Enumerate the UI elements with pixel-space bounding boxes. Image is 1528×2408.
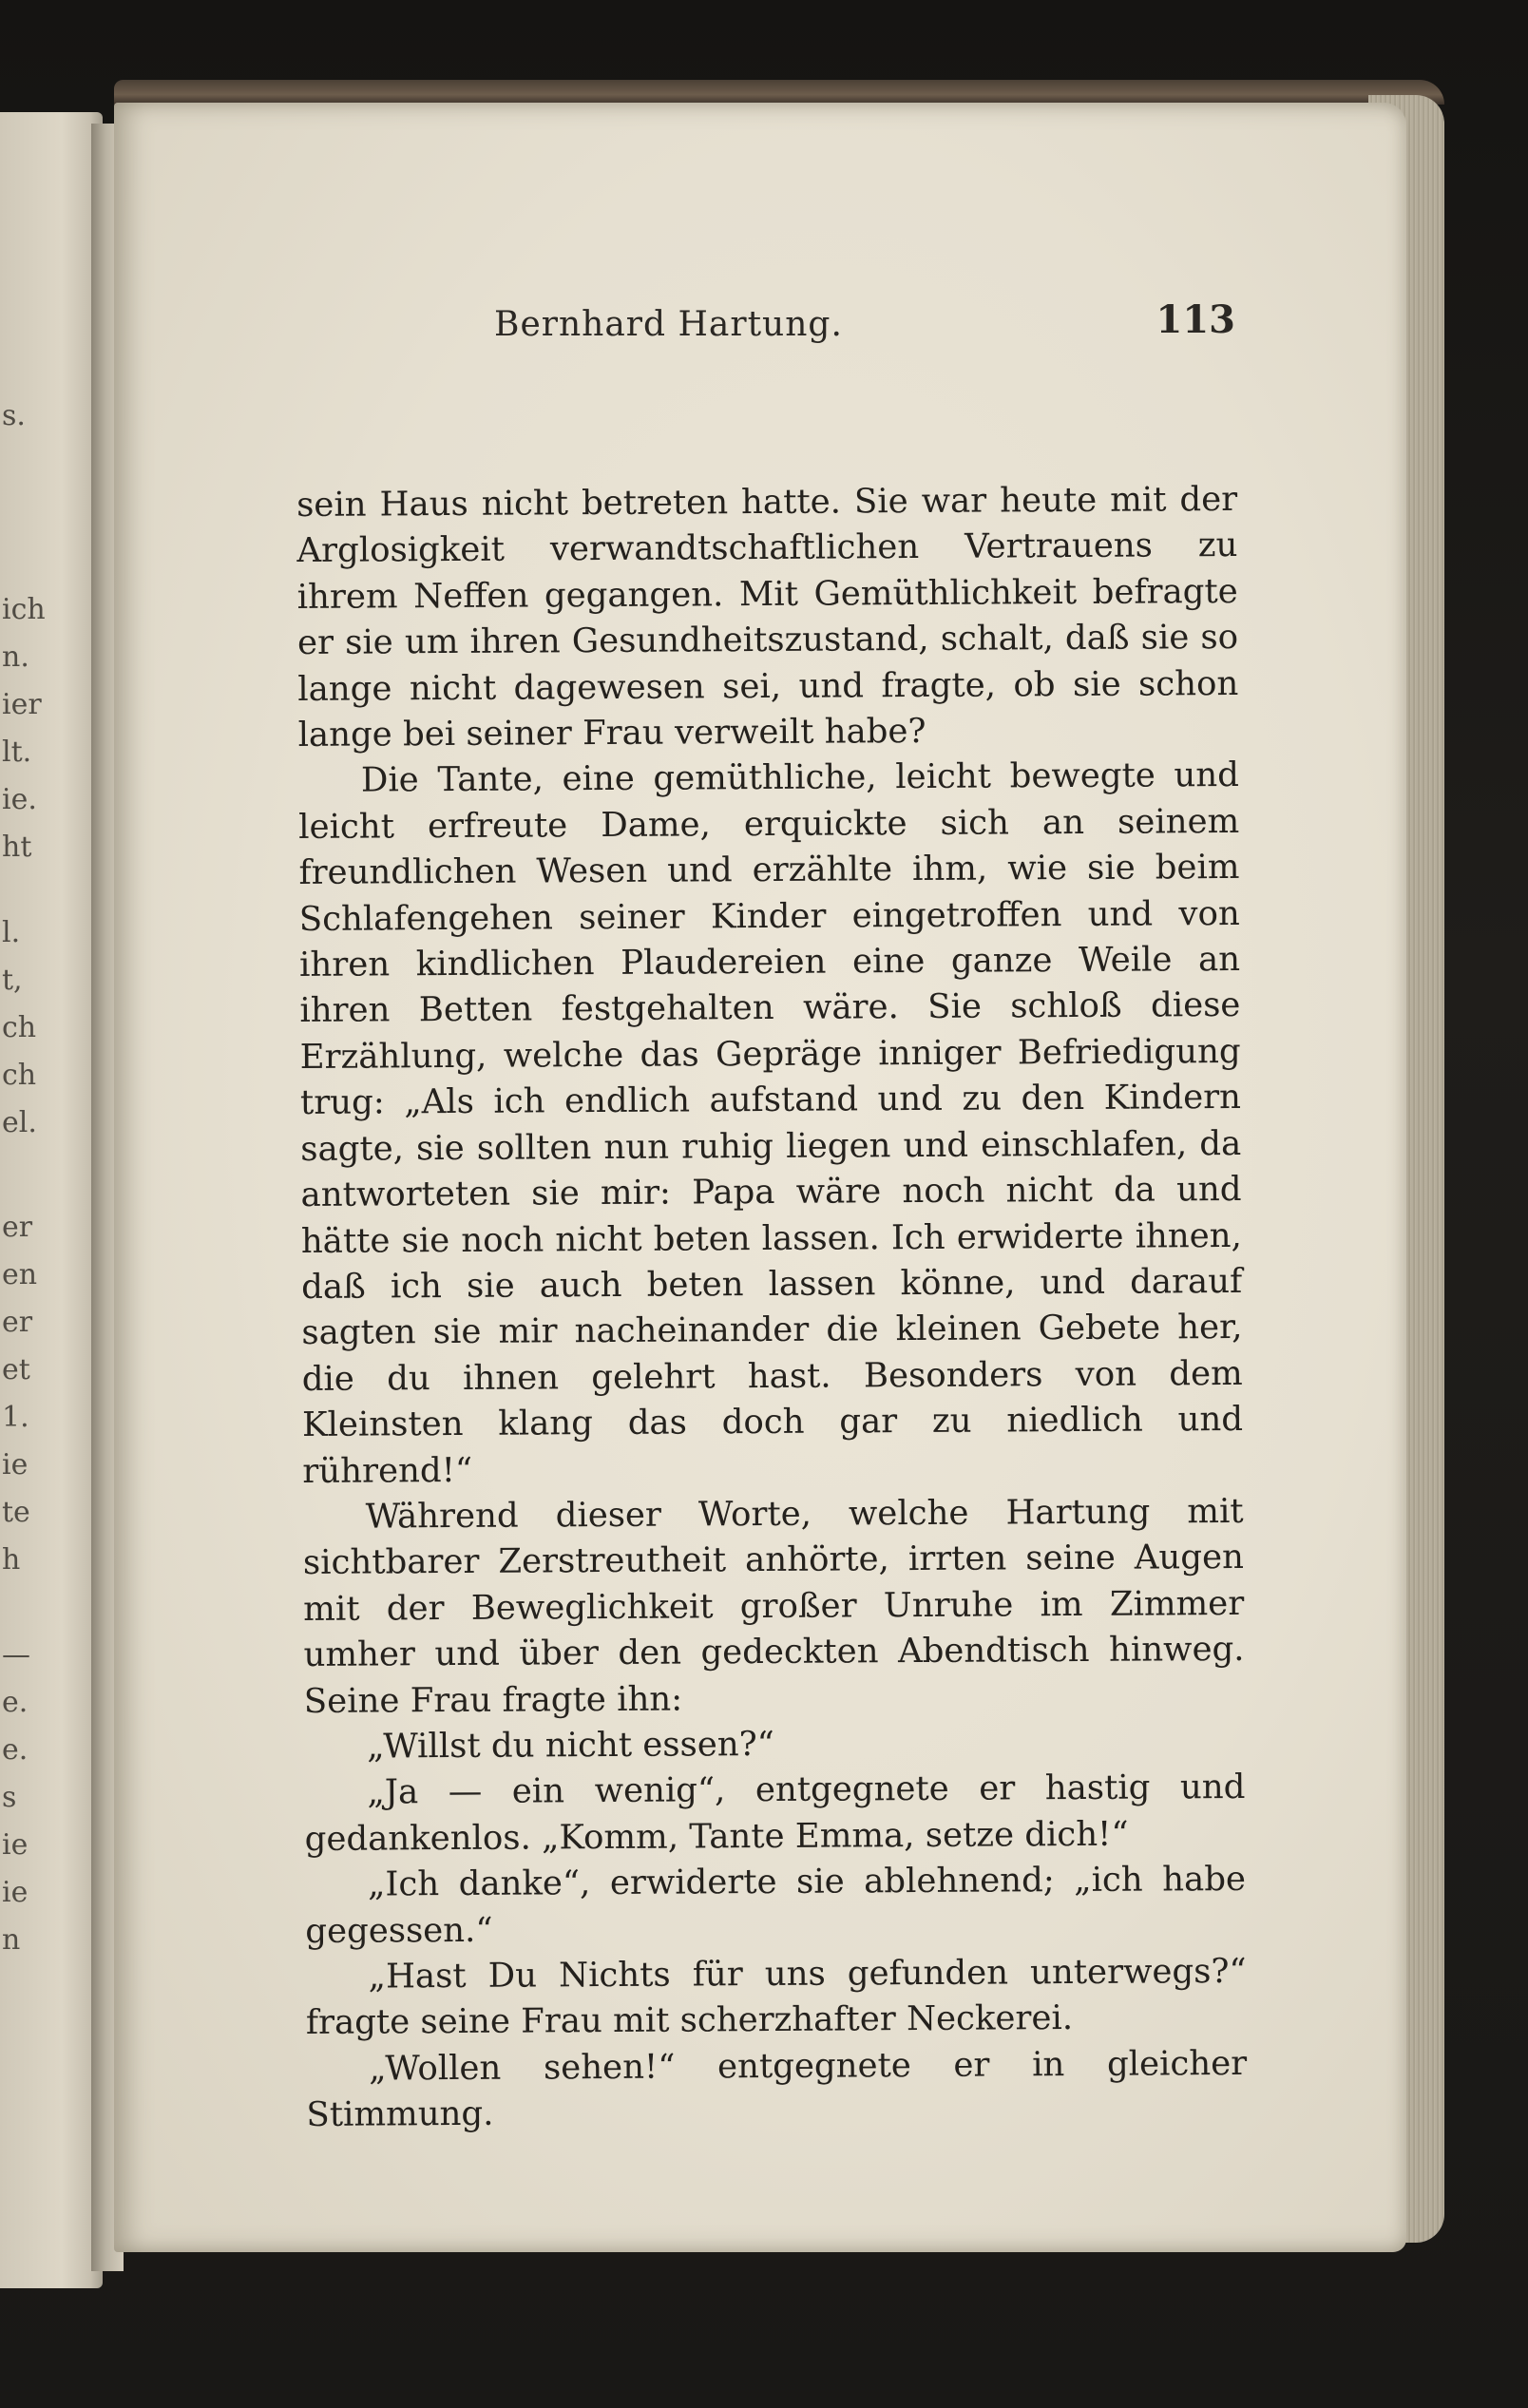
previous-page-fragment: 1. <box>2 1401 29 1434</box>
previous-page-fragment: — <box>2 1638 30 1672</box>
previous-page-fragment: n <box>2 1923 21 1957</box>
previous-page-fragment: ch <box>2 1059 37 1092</box>
previous-page-fragment: en <box>2 1258 38 1291</box>
previous-page-fragment: et <box>2 1353 30 1386</box>
previous-page-fragment: lt. <box>2 736 32 769</box>
paragraph: „Ich danke“, erwiderte sie ablehnend; „ich habe gegessen.“ <box>305 1860 1247 1951</box>
paragraph: „Willst du nicht essen?“ <box>367 1724 774 1767</box>
previous-page-fragment: s. <box>2 399 26 432</box>
paragraph: sein Haus nicht betreten hatte. Sie war heute mit der Arglosigkeit verwandtschaftlichen Vertrauens zu ihrem Neffen gegangen. Mit Gemüthlichkeit befragte er sie um ihren Gesundheitszustand, schalt, daß sie so lange nicht dagewesen sei, und fragte, ob sie schon lange bei seiner Frau verweilt habe? <box>296 479 1239 755</box>
previous-page-fragment: ie <box>2 1828 29 1862</box>
running-head <box>494 297 1235 354</box>
paragraph: Während dieser Worte, welche Hartung mit sichtbarer Zerstreutheit anhörte, irrten seine Augen mit der Beweglichkeit großer Unruhe im Zimmer umher und über den gedeckten Abendtisch hinweg. Seine Frau fragte ihn: <box>302 1491 1245 1721</box>
paragraph: Die Tante, eine gemüthliche, leicht bewegte und leicht erfreute Dame, erquickte sich an seinem freundlichen Wesen und erzählte ihm, wie sie beim Schlafengehen seiner Kinder eingetroffen und von ihren kindlichen Plaudereien eine ganze Weile an ihren Betten festgehalten wäre. Sie schloß diese Erzählung, welche das Gepräge inniger Befriedigung trug: „Als ich endlich aufstand und zu den Kindern sagte, sie sollten nun ruhig liegen und einschlafen, da antworteten sie mir: Papa wäre noch nicht da und hätte sie noch nicht beten lassen. Ich erwiderte ihnen, daß ich sie auch beten lassen könne, und darauf sagten sie mir nacheinander die kleinen Gebete her, die du ihnen gelehrt hast. Besonders von dem Kleinsten klang das doch gar zu niedlich und rührend!“ <box>298 755 1244 1491</box>
previous-page-fragment: ht <box>2 831 32 864</box>
book-cover-edge <box>114 80 1444 105</box>
running-title: Bernhard Hartung. <box>494 305 843 344</box>
previous-page-fragment: el. <box>2 1106 37 1139</box>
previous-page-fragment: e. <box>2 1686 29 1719</box>
previous-page-fragment: e. <box>2 1733 29 1767</box>
previous-page-fragment: ie <box>2 1876 29 1909</box>
paragraph: „Wollen sehen!“ entgegnete er in gleicher Stimmung. <box>306 2043 1248 2135</box>
previous-page-fragment: ie <box>2 1448 29 1481</box>
previous-page-fragment: t, <box>2 964 23 997</box>
previous-page-fragment: ich <box>2 593 46 626</box>
book-page <box>114 103 1406 2252</box>
previous-page-fragment: ch <box>2 1011 37 1044</box>
body-text <box>296 477 1248 2139</box>
previous-page-fragment: ier <box>2 688 42 721</box>
previous-page-fragment: h <box>2 1543 21 1577</box>
paragraph: „Ja — ein wenig“, entgegnete er hastig und gedankenlos. „Komm, Tante Emma, setze dich!“ <box>304 1768 1246 1859</box>
previous-page-fragment: s <box>2 1781 17 1814</box>
previous-page-fragment: er <box>2 1306 33 1339</box>
previous-page-fragment: l. <box>2 916 21 949</box>
previous-page-fragment: er <box>2 1211 33 1244</box>
previous-page-fragment: te <box>2 1496 30 1529</box>
previous-page-edge <box>0 112 103 2288</box>
previous-page-fragment: ie. <box>2 783 37 816</box>
previous-page-fragment: n. <box>2 640 29 674</box>
paragraph: „Hast Du Nichts für uns gefunden unterwegs?“ fragte seine Frau mit scherzhafter Neckerei. <box>305 1951 1247 2043</box>
page-number: 113 <box>1156 297 1235 342</box>
